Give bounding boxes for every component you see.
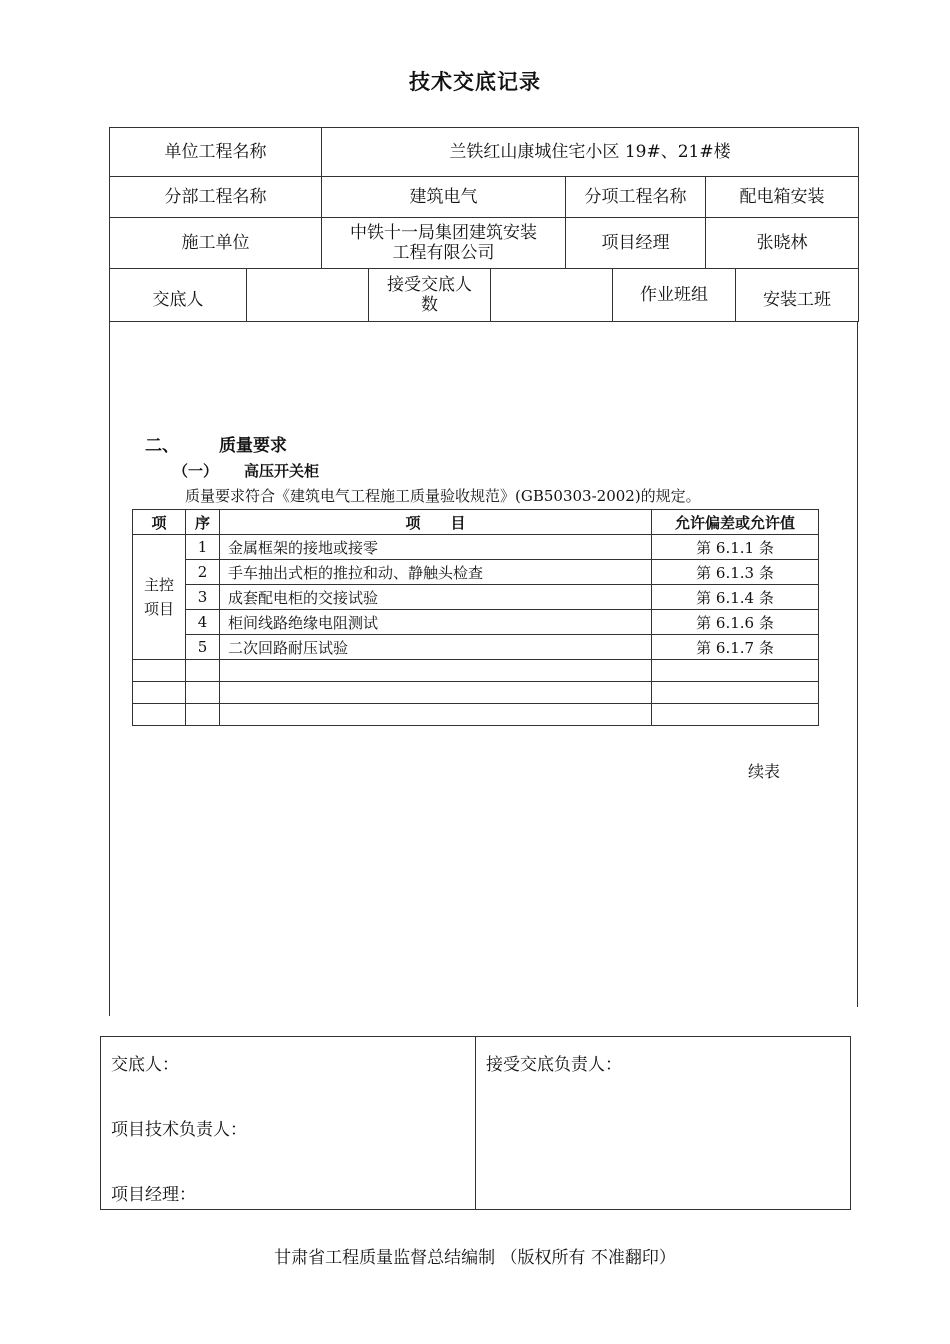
discloser-label: 交底人 — [110, 269, 247, 322]
footer-note: 甘肃省工程质量监督总结编制 （版权所有 不准翻印） — [274, 1248, 676, 1268]
subitem-value: 配电箱安装 — [706, 177, 859, 218]
quality-table — [132, 509, 819, 726]
unit-project-label: 单位工程名称 — [110, 128, 322, 177]
row-item: 成套配电柜的交接试验 — [220, 585, 652, 610]
section-heading — [145, 431, 287, 456]
unit-project-value: 兰铁红山康城住宅小区 19#、21#楼 — [322, 128, 859, 177]
receivers-value — [491, 269, 613, 322]
continued-label: 续表 — [748, 762, 781, 781]
row-item: 二次回路耐压试验 — [220, 635, 652, 660]
pm-value: 张晓林 — [706, 218, 859, 269]
row-item: 金属框架的接地或接零 — [220, 535, 652, 560]
blank-row — [133, 682, 819, 704]
discloser-value — [247, 269, 369, 322]
row-ref: 第 6.1.6 条 — [652, 610, 819, 635]
discloser-signature-label: 交底人： — [111, 1055, 179, 1075]
pm-signature-label: 项目经理： — [111, 1185, 196, 1205]
row-ref: 第 6.1.7 条 — [652, 635, 819, 660]
row-seq: 3 — [186, 585, 220, 610]
row-seq: 1 — [186, 535, 220, 560]
section-number: 二、 — [145, 436, 179, 456]
row-ref: 第 6.1.3 条 — [652, 560, 819, 585]
requirement-text: 质量要求符合《建筑电气工程施工质量验收规范》(GB50303-2002)的规定。 — [185, 487, 701, 505]
team-label: 作业班组 — [613, 269, 736, 322]
blank-row — [133, 704, 819, 726]
header-type: 项 — [133, 510, 186, 535]
category-line2: 项目 — [143, 600, 174, 618]
builder-value-line1: 中铁十一局集团建筑安装 — [350, 223, 537, 243]
receivers-label-line2: 数 — [421, 295, 438, 315]
subsection-title: 高压开关柜 — [244, 462, 320, 480]
category-line1: 主控 — [143, 576, 174, 594]
receiver-lead-signature-label: 接受交底负责人： — [486, 1055, 622, 1075]
team-value: 安装工班 — [736, 269, 859, 322]
table-row — [133, 585, 819, 610]
category-cell — [133, 535, 186, 660]
disclosure-info-row — [109, 268, 859, 322]
header-item: 项 目 — [220, 510, 652, 535]
receivers-label — [369, 269, 491, 322]
row-item: 柜间线路绝缘电阻测试 — [220, 610, 652, 635]
project-info-table — [109, 127, 859, 269]
tech-lead-signature-label: 项目技术负责人： — [111, 1120, 247, 1140]
subsection-number: （一） — [173, 462, 219, 480]
receivers-label-line1: 接受交底人 — [387, 275, 472, 295]
pm-label: 项目经理 — [566, 218, 706, 269]
table-row — [133, 535, 819, 560]
subitem-label: 分项工程名称 — [566, 177, 706, 218]
builder-value — [322, 218, 566, 269]
signature-left-cell — [101, 1037, 476, 1210]
signature-table — [100, 1036, 851, 1210]
builder-value-line2: 工程有限公司 — [392, 243, 495, 263]
content-box-right-border — [857, 321, 858, 1007]
row-ref: 第 6.1.4 条 — [652, 585, 819, 610]
division-value: 建筑电气 — [322, 177, 566, 218]
section-title: 质量要求 — [219, 436, 287, 456]
header-tolerance: 允许偏差或允许值 — [652, 510, 819, 535]
row-ref: 第 6.1.1 条 — [652, 535, 819, 560]
row-seq: 2 — [186, 560, 220, 585]
row-seq: 5 — [186, 635, 220, 660]
header-seq: 序 — [186, 510, 220, 535]
signature-right-cell — [476, 1037, 851, 1210]
row-item: 手车抽出式柜的推拉和动、静触头检查 — [220, 560, 652, 585]
table-row — [133, 610, 819, 635]
table-row — [133, 560, 819, 585]
blank-row — [133, 660, 819, 682]
subsection-heading — [173, 460, 319, 481]
page-title: 技术交底记录 — [409, 70, 541, 94]
content-box-left-border — [109, 321, 110, 1016]
table-row — [133, 635, 819, 660]
builder-label: 施工单位 — [110, 218, 322, 269]
row-seq: 4 — [186, 610, 220, 635]
division-label: 分部工程名称 — [110, 177, 322, 218]
